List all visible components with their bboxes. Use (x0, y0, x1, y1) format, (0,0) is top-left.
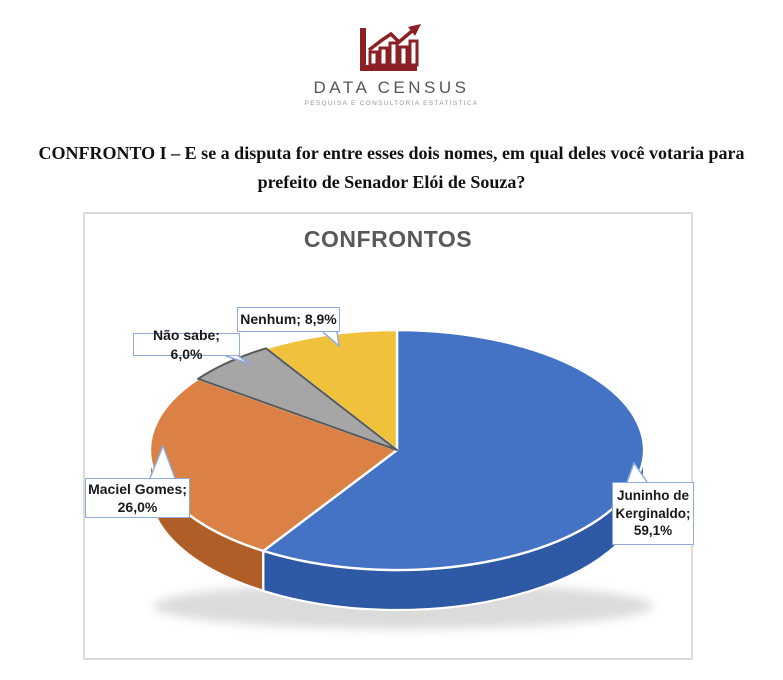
callout-maciel-gomes: Maciel Gomes; 26,0% (85, 478, 190, 518)
chart-title: CONFRONTOS (303, 226, 473, 252)
logo (0, 24, 783, 107)
callout-juninho-de-kerginaldo: Juninho de Kerginaldo; 59,1% (612, 482, 694, 545)
question-heading (0, 139, 783, 197)
question-line-1: CONFRONTO I – E se a disputa for entre esses dois nomes, em qual deles você votaria para (38, 143, 745, 163)
bar-chart-trend-arrow-icon (355, 24, 429, 74)
pie-chart (85, 214, 691, 658)
question-line-2: prefeito de Senador Elói de Souza? (257, 172, 526, 192)
logo-tagline: PESQUISA E CONSULTORIA ESTATÍSTICA (304, 100, 479, 107)
logo-name: DATA CENSUS (313, 78, 470, 97)
callout-nao-sabe: Não sabe; 6,0% (133, 333, 240, 356)
callout-nenhum: Nenhum; 8,9% (237, 307, 340, 332)
chart-panel (83, 212, 693, 660)
